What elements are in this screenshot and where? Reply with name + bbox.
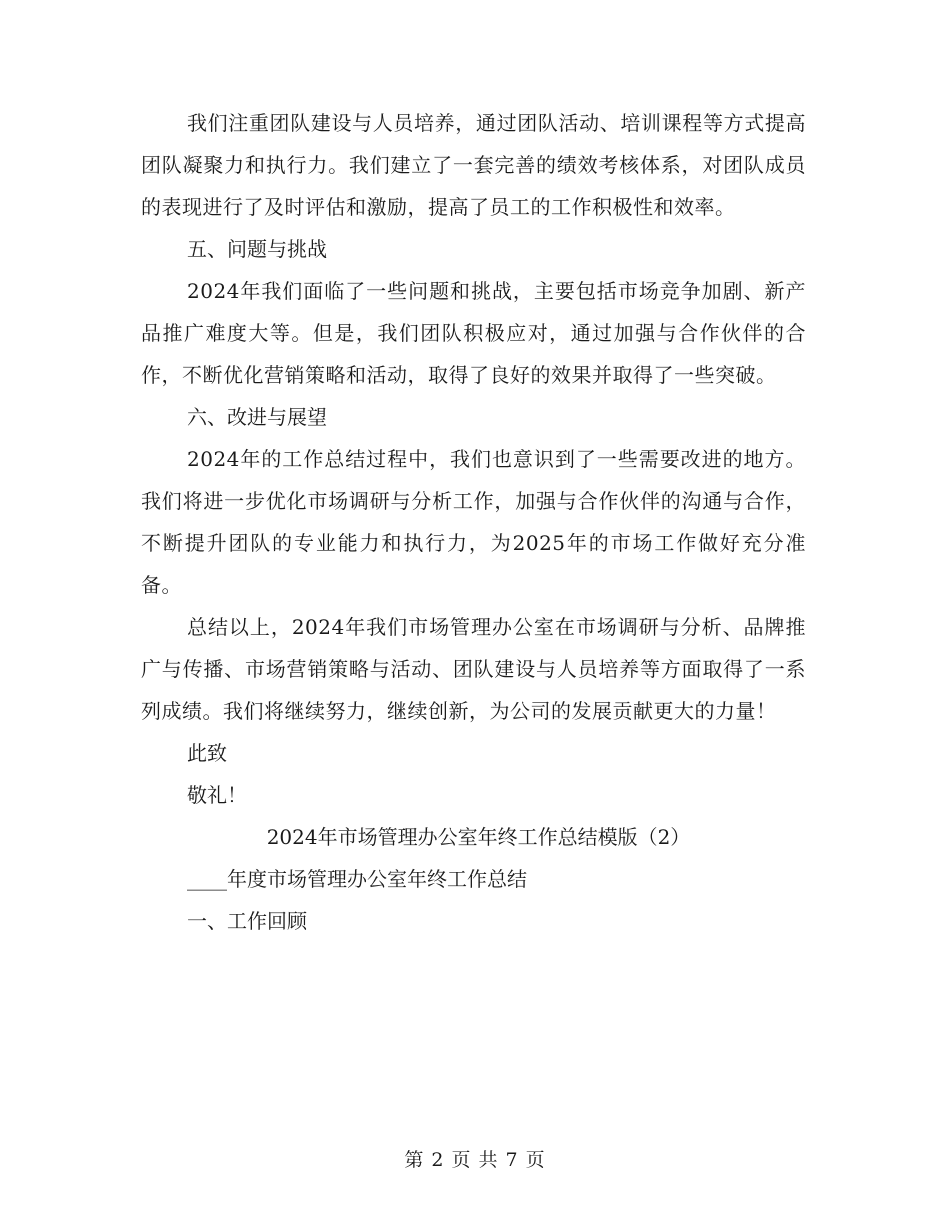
- paragraph-summary: 总结以上，2024年我们市场管理办公室在市场调研与分析、品牌推广与传播、市场营销策略与活动、团队建设与人员培养等方面取得了一系列成绩。我们将继续努力，继续创新，为公司的发展贡献更大的力量！: [141, 615, 806, 723]
- document-subtitle: ____年度市场管理办公室年终工作总结: [187, 867, 527, 891]
- section-heading-problems: 五、问题与挑战: [187, 237, 327, 261]
- page-number-footer: 第 2 页 共 7 页: [404, 1149, 546, 1171]
- paragraph-improvement: 2024年的工作总结过程中，我们也意识到了一些需要改进的地方。我们将进一步优化市场调研与分析工作，加强与合作伙伴的沟通与合作，不断提升团队的专业能力和执行力，为2025年的市场工作做好充分准备。: [141, 447, 806, 597]
- section-heading-review: 一、工作回顾: [187, 909, 307, 933]
- closing-regards: 敬礼！: [187, 783, 247, 807]
- document-title: 2024年市场管理办公室年终工作总结模版（2）: [266, 825, 691, 849]
- paragraph-team-building: 我们注重团队建设与人员培养，通过团队活动、培训课程等方式提高团队凝聚力和执行力。我们建立了一套完善的绩效考核体系，对团队成员的表现进行了及时评估和激励，提高了员工的工作积极性和效率。: [141, 111, 806, 219]
- document-body: [141, 102, 806, 942]
- section-heading-improvement: 六、改进与展望: [187, 405, 327, 429]
- paragraph-problems: 2024年我们面临了一些问题和挑战，主要包括市场竞争加剧、新产品推广难度大等。但是，我们团队积极应对，通过加强与合作伙伴的合作，不断优化营销策略和活动，取得了良好的效果并取得了一些突破。: [141, 279, 806, 387]
- closing-salutation: 此致: [187, 741, 227, 765]
